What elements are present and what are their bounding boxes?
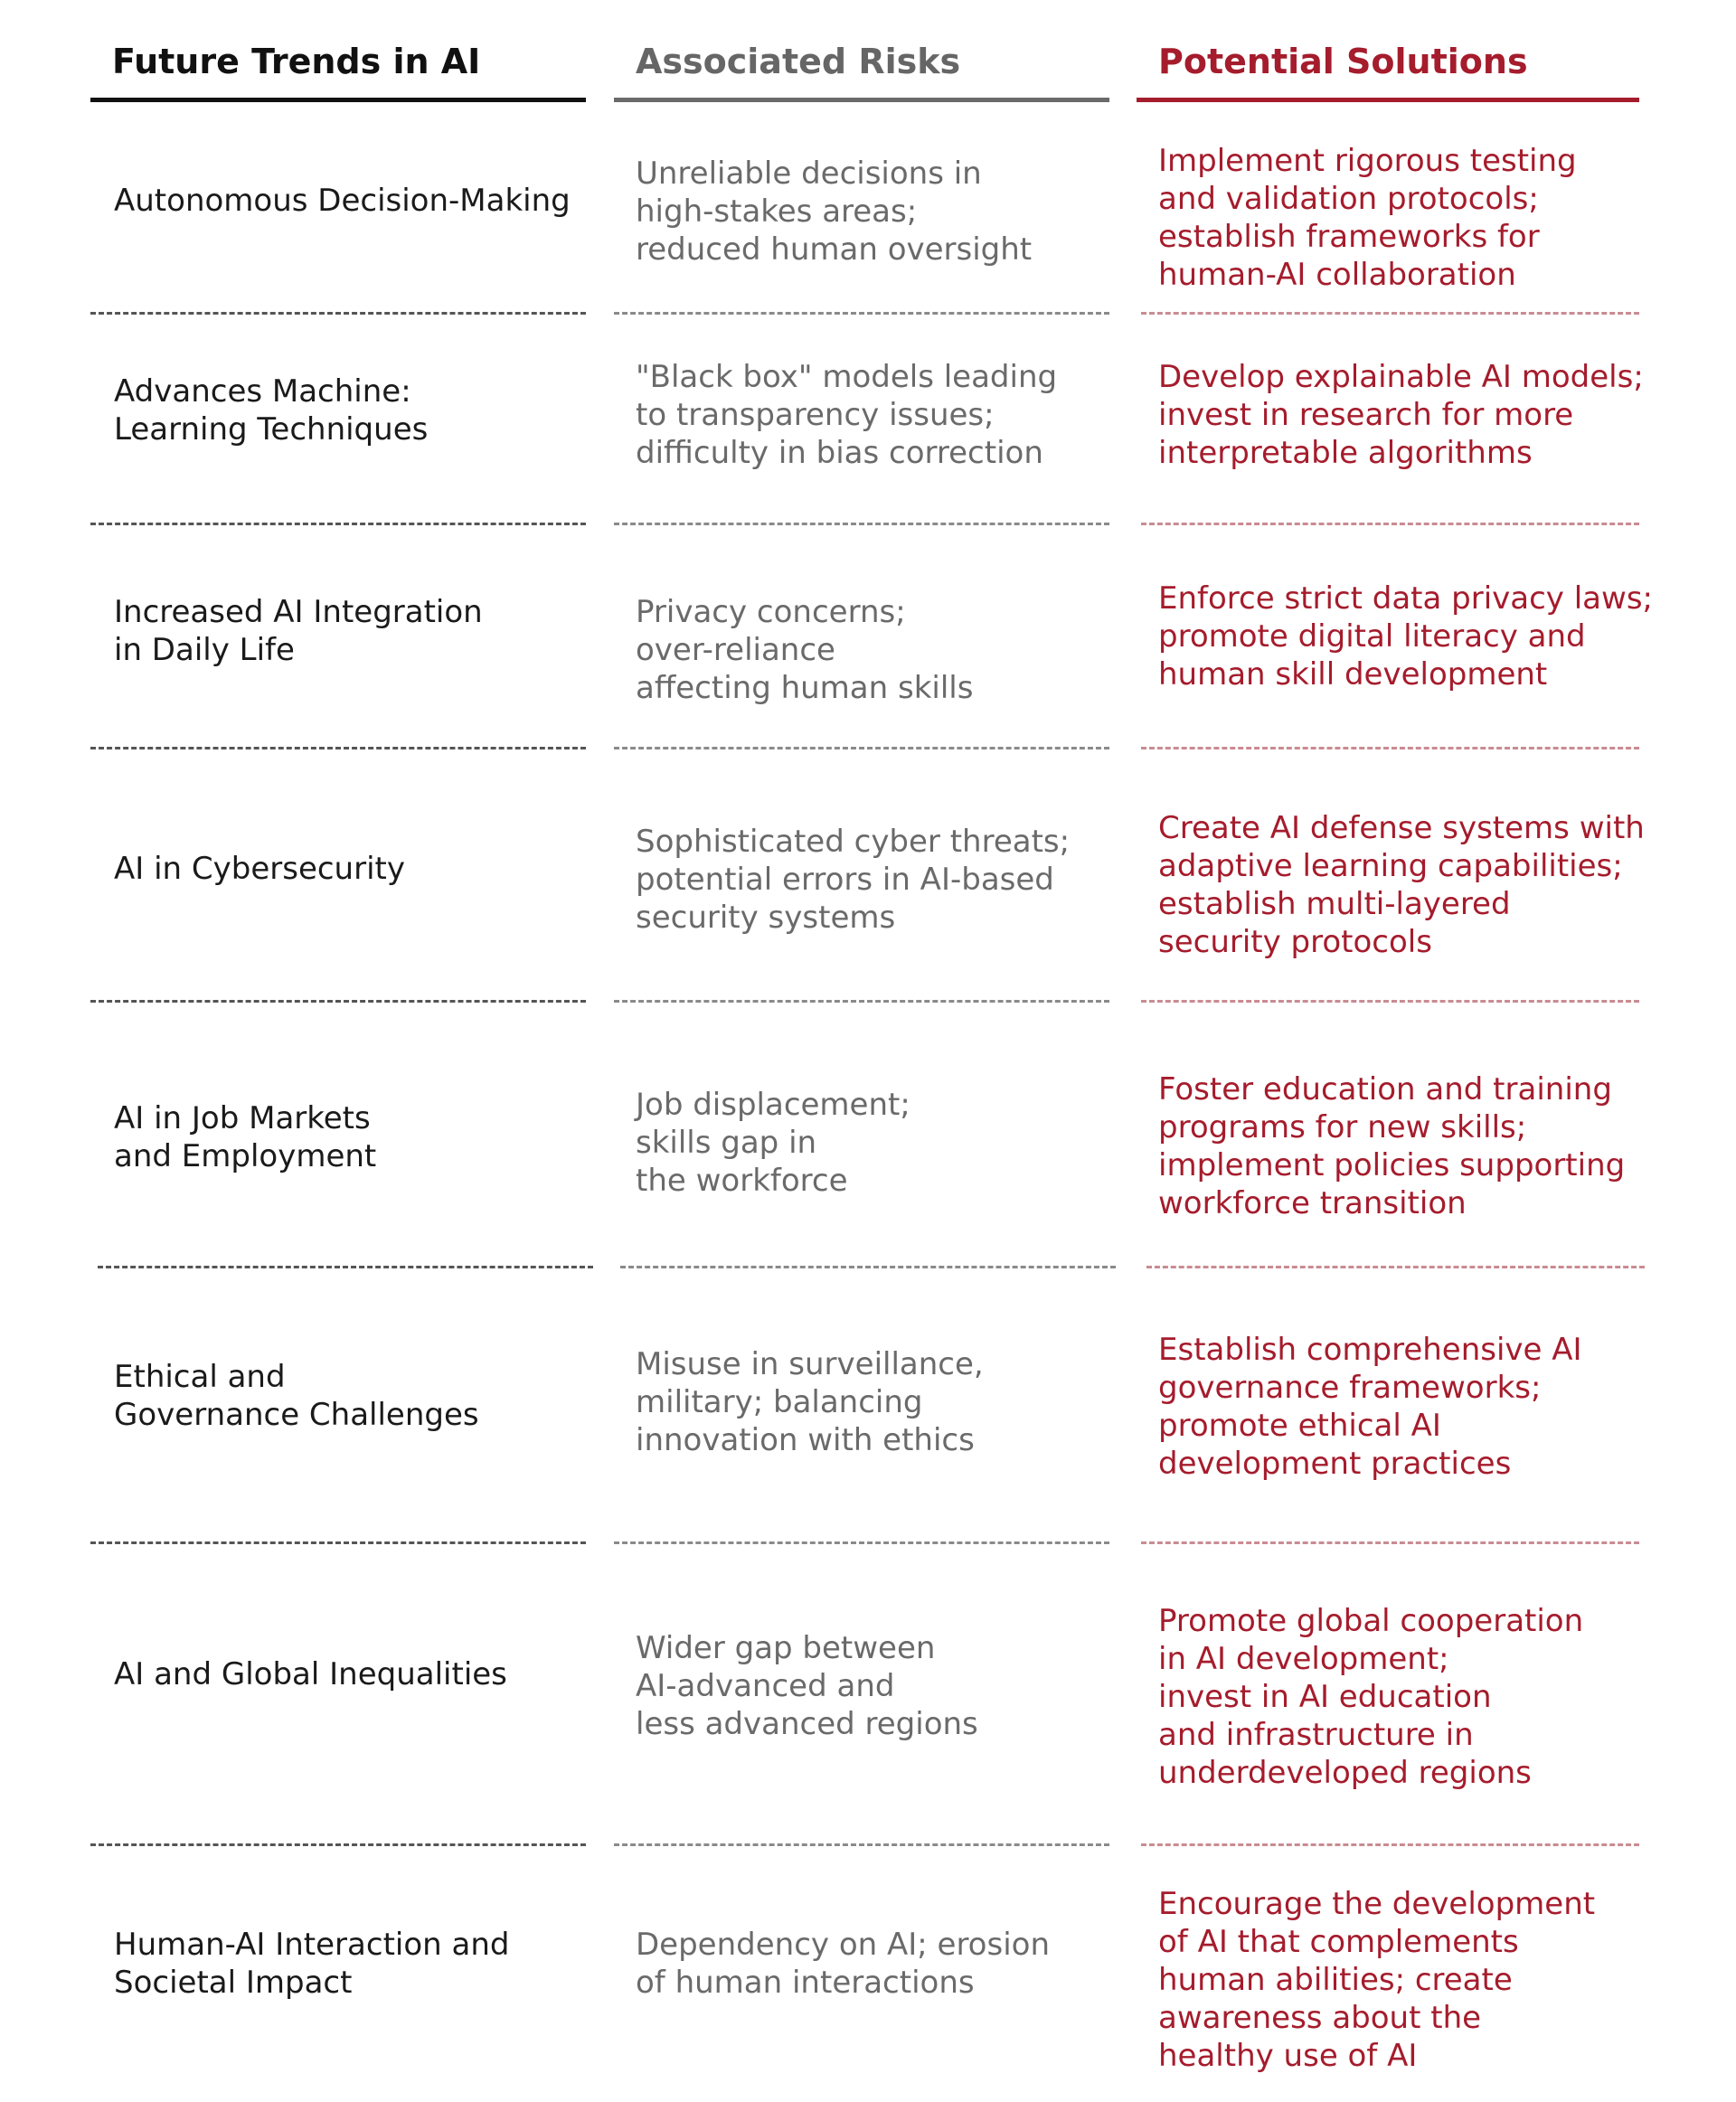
solution-cell: Implement rigorous testing and validation protocols; establish frameworks for human-AI collaboration [1158, 143, 1577, 293]
row-divider [614, 1843, 1109, 1846]
risk-cell: Privacy concerns; over-reliance affecting human skills [636, 594, 974, 706]
row-divider [90, 1000, 586, 1003]
solution-cell: Develop explainable AI models; invest in research for more interpretable algorithms [1158, 359, 1644, 471]
risk-cell: Dependency on AI; erosion of human interactions [636, 1927, 1050, 2001]
row-divider [1141, 747, 1639, 749]
row-divider [1141, 1000, 1639, 1003]
row-divider [614, 1541, 1109, 1544]
header-solutions: Potential Solutions [1158, 42, 1528, 81]
trend-cell: AI in Cybersecurity [114, 851, 405, 887]
header-rule-solutions [1137, 98, 1639, 102]
row-divider [1141, 312, 1639, 315]
risk-cell: Misuse in surveillance, military; balancing innovation with ethics [636, 1346, 984, 1458]
row-divider [1146, 1266, 1645, 1268]
header-trends: Future Trends in AI [112, 42, 481, 81]
solution-cell: Foster education and training programs for new skills; implement policies supporting workforce transition [1158, 1071, 1626, 1221]
risk-cell: Wider gap between AI-advanced and less advanced regions [636, 1630, 978, 1742]
solution-cell: Create AI defense systems with adaptive learning capabilities; establish multi-layered security protocols [1158, 810, 1645, 960]
risk-cell: "Black box" models leading to transparency issues; difficulty in bias correction [636, 359, 1058, 471]
trend-cell: AI and Global Inequalities [114, 1656, 507, 1692]
row-divider [614, 1000, 1109, 1003]
risk-cell: Job displacement; skills gap in the workforce [636, 1087, 910, 1199]
risk-cell: Sophisticated cyber threats; potential errors in AI-based security systems [636, 824, 1071, 936]
header-rule-trends [90, 98, 586, 102]
row-divider [614, 523, 1109, 525]
row-divider [1141, 1843, 1639, 1846]
trend-cell: AI in Job Markets and Employment [114, 1100, 377, 1174]
header-risks: Associated Risks [636, 42, 961, 81]
row-divider [620, 1266, 1116, 1268]
solution-cell: Promote global cooperation in AI development; invest in AI education and infrastructure in underdeveloped regions [1158, 1603, 1584, 1791]
solution-cell: Enforce strict data privacy laws; promote digital literacy and human skill development [1158, 580, 1653, 693]
row-divider [98, 1266, 593, 1268]
row-divider [614, 312, 1109, 315]
trend-cell: Ethical and Governance Challenges [114, 1359, 479, 1433]
row-divider [90, 523, 586, 525]
row-divider [90, 312, 586, 315]
row-divider [90, 747, 586, 749]
trend-cell: Increased AI Integration in Daily Life [114, 594, 483, 668]
row-divider [90, 1843, 586, 1846]
solution-cell: Encourage the development of AI that complements human abilities; create awareness about the healthy use of AI [1158, 1886, 1596, 2074]
row-divider [1141, 523, 1639, 525]
solution-cell: Establish comprehensive AI governance frameworks; promote ethical AI development practices [1158, 1332, 1582, 1482]
risk-cell: Unreliable decisions in high-stakes areas; reduced human oversight [636, 156, 1033, 268]
row-divider [1141, 1541, 1639, 1544]
trend-cell: Human-AI Interaction and Societal Impact [114, 1927, 510, 2001]
header-rule-risks [614, 98, 1109, 102]
row-divider [614, 747, 1109, 749]
trend-cell: Autonomous Decision-Making [114, 183, 571, 219]
row-divider [90, 1541, 586, 1544]
trend-cell: Advances Machine: Learning Techniques [114, 373, 429, 448]
